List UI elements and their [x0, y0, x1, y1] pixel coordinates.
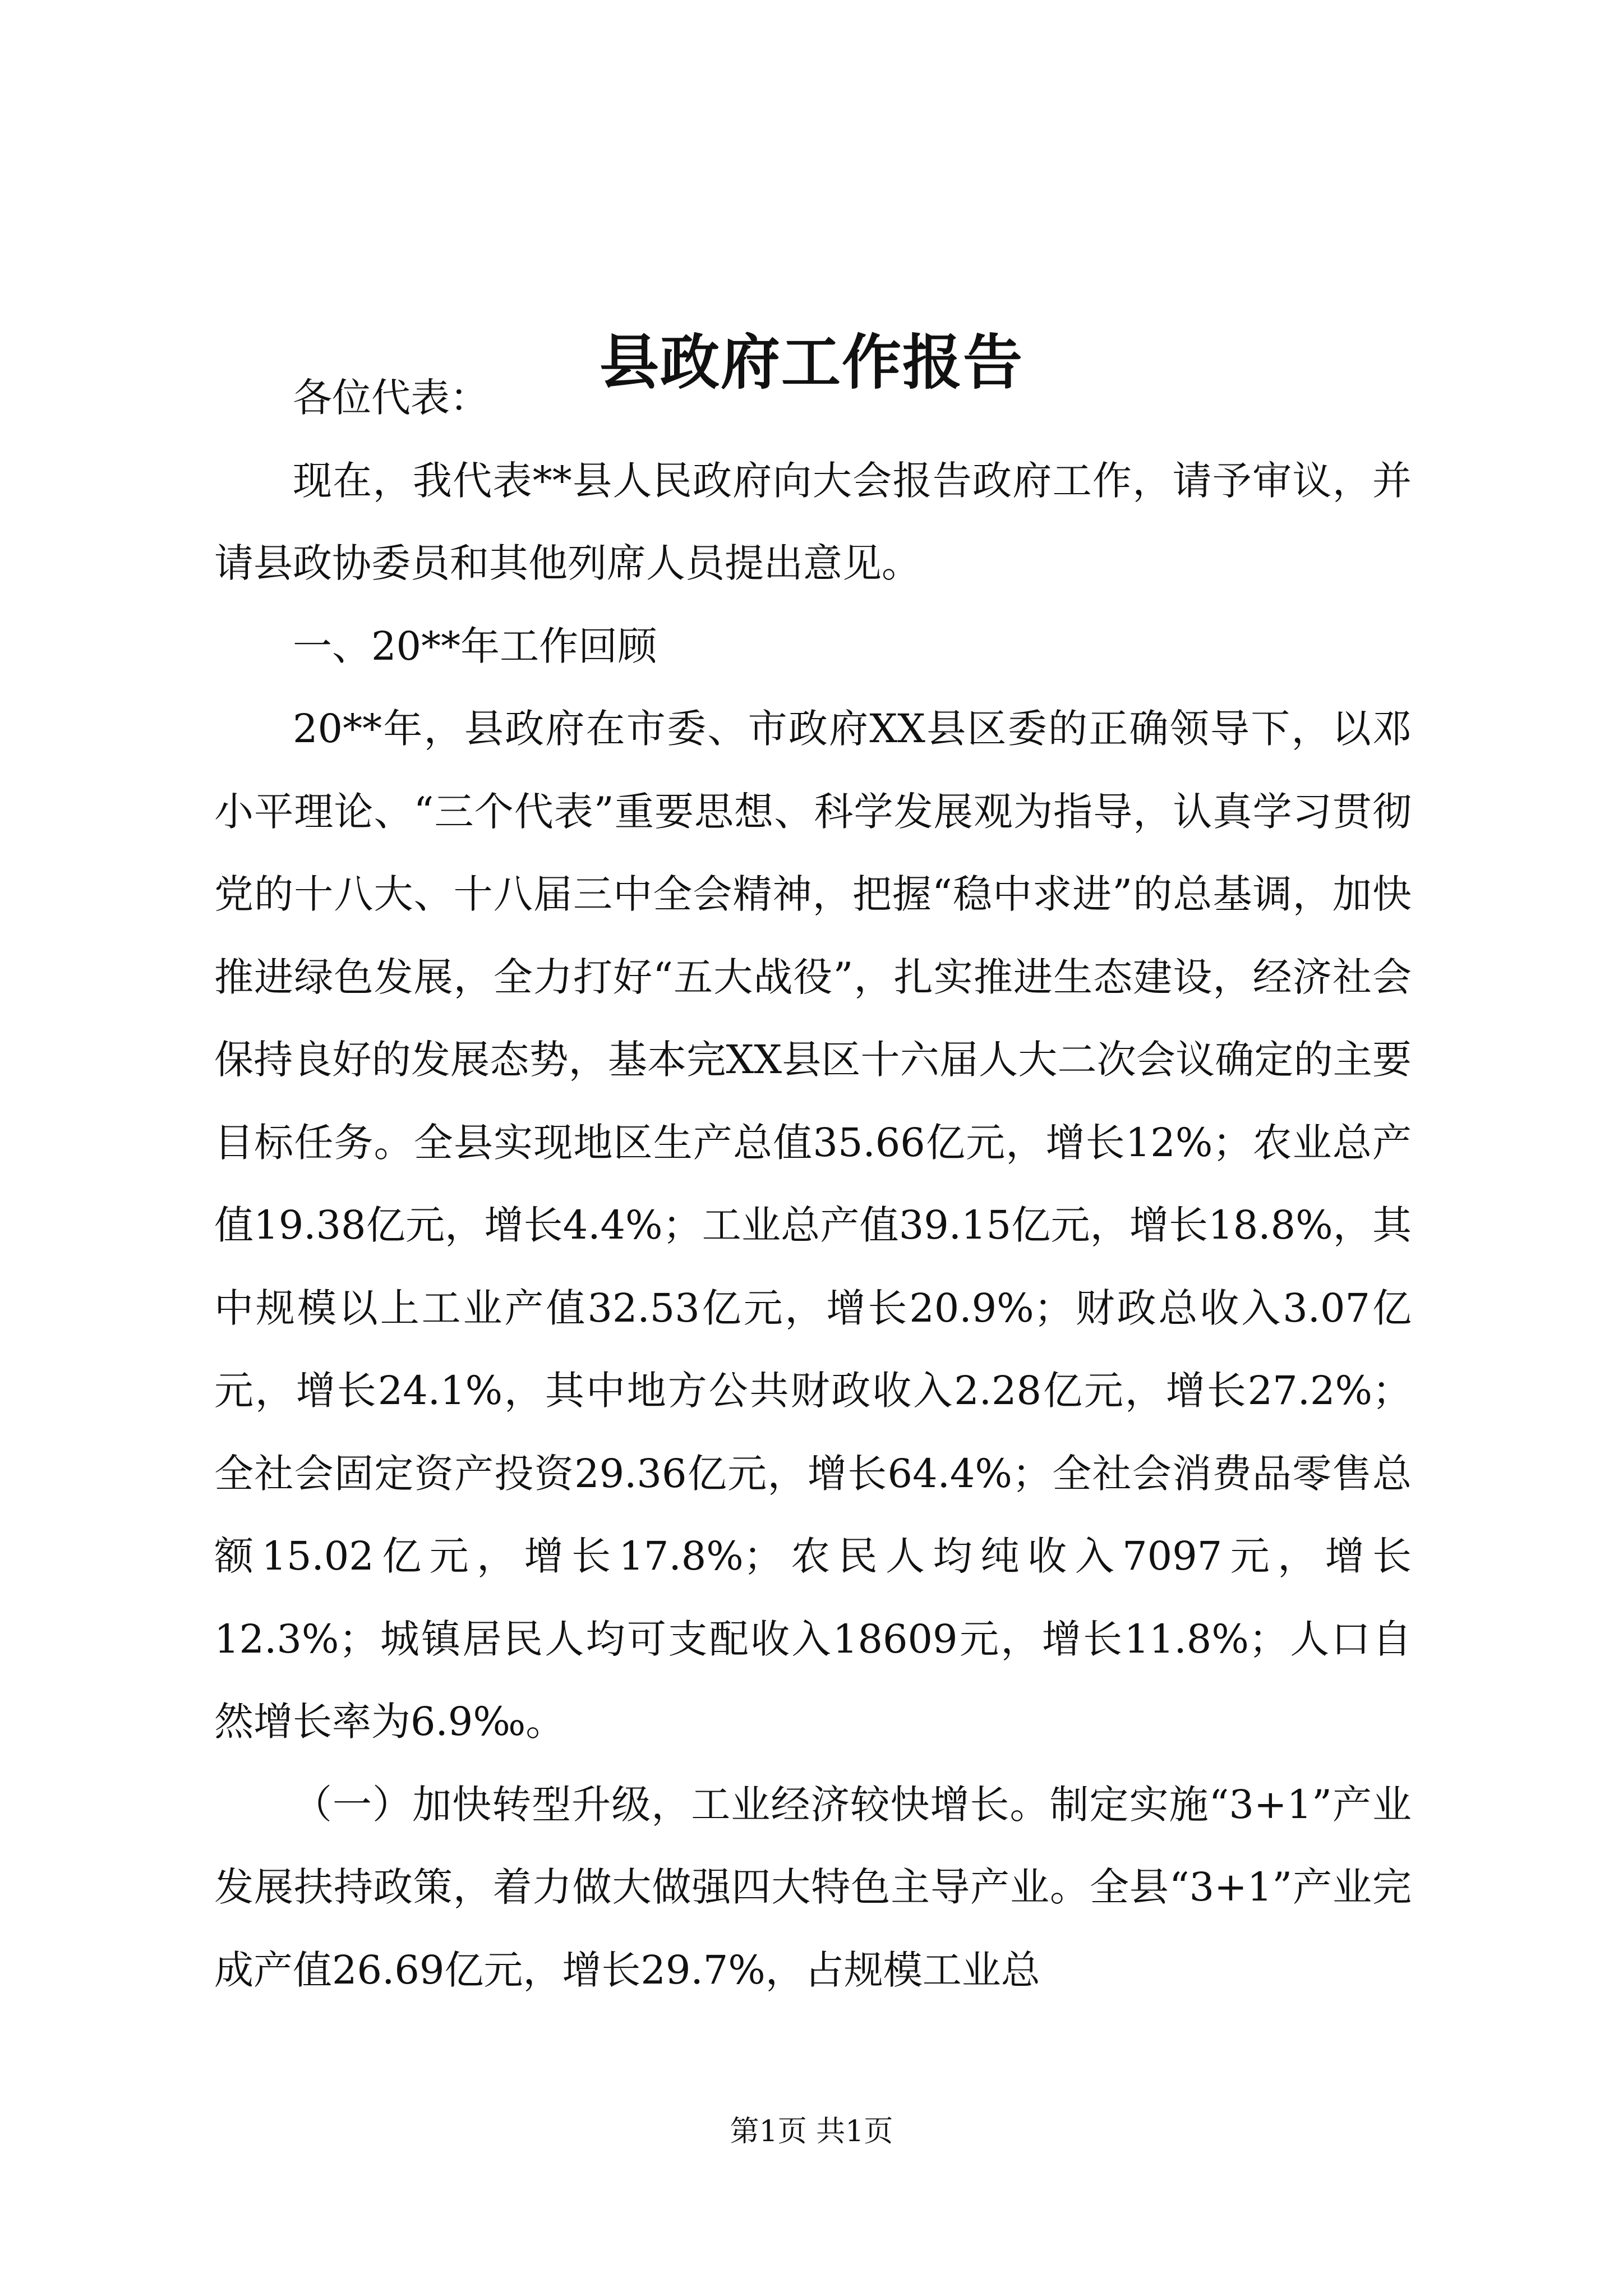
- paragraph-intro: 现在，我代表**县人民政府向大会报告政府工作，请予审议，并请县政协委员和其他列席人员提出意见。: [214, 457, 1412, 586]
- section-heading: 一、20**年工作回顾: [293, 623, 657, 669]
- paragraph-industry: （一）加快转型升级，工业经济较快增长。制定实施“3+1”产业发展扶持政策，着力做大做强四大特色主导产业。全县“3+1”产业完成产值26.69亿元，增长29.7%，占规模工业总: [214, 1781, 1412, 1993]
- document-title: 县政府工作报告: [600, 327, 1023, 398]
- page-footer: 第1页 共1页: [730, 2115, 893, 2148]
- salutation: 各位代表：: [293, 375, 489, 421]
- document-body: [214, 357, 1412, 2012]
- paragraph-review: 20**年，县政府在市委、市政府XX县区委的正确领导下，以邓小平理论、“三个代表”重要思想、科学发展观为指导，认真学习贯彻党的十八大、十八届三中全会精神，把握“稳中求进”的总基调，加快推进绿色发展，全力打好“五大战役”，扎实推进生态建设，经济社会保持良好的发展态势，基本完XX县区十六届人大二次会议确定的主要目标任务。全县实现地区生产总值35.66亿元，增长12%；农业总产值19.38亿元，增长4.4%；工业总产值39.15亿元，增长18.8%，其中规模以上工业产值32.53亿元，增长20.9%；财政总收入3.07亿元，增长24.1%，其中地方公共财政收入2.28亿元，增长27.2%；全社会固定资产投资29.36亿元，增长64.4%；全社会消费品零售总额15.02亿元，增长17.8%；农民人均纯收入7097元，增长12.3%；城镇居民人均可支配收入18609元，增长11.8%；人口自然增长率为6.9‰。: [214, 706, 1412, 1745]
